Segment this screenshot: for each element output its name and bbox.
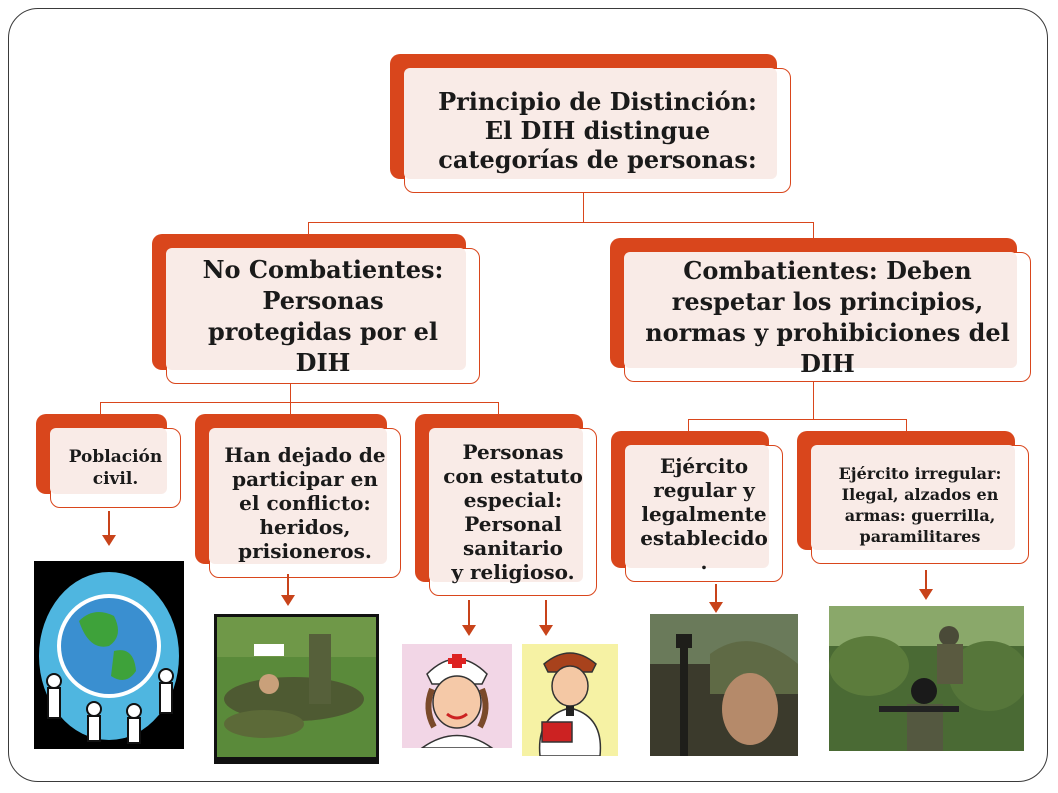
arrow-nurse (468, 600, 470, 634)
connector-irregular (906, 419, 907, 431)
connector-right-down (813, 222, 814, 238)
connector-right-child-bar (688, 419, 906, 420)
arrow-regular (715, 584, 717, 611)
dejado-line-4: heridos, (259, 515, 351, 539)
root-line-2: El DIH distingue (484, 116, 711, 145)
no-combatientes-line-4: DIH (295, 348, 351, 377)
node-principio-distincion (390, 54, 791, 193)
poblacion-line-2: civil. (92, 469, 139, 489)
connector-left-child-stem (290, 384, 291, 402)
node-han-dejado (195, 414, 401, 578)
estatuto-line-6: y religioso. (451, 560, 575, 584)
estatuto-line-3: especial: (463, 488, 563, 512)
no-combatientes-line-1: No Combatientes: (202, 255, 444, 284)
node-ejercito-irregular (797, 431, 1029, 564)
arrow-poblacion (108, 511, 110, 544)
soldier-helmet-image (650, 614, 798, 756)
arrow-dejado (287, 574, 289, 604)
root-line-3: categorías de personas: (438, 145, 757, 174)
dejado-line-2: participar en (232, 467, 378, 491)
node-poblacion-civil (36, 414, 181, 508)
regular-line-2: regular y (653, 477, 755, 502)
connector-right-child-stem (813, 382, 814, 419)
node-combatientes (610, 238, 1031, 382)
combatientes-line-2: respetar los principios, (671, 287, 984, 316)
connector-left-child-bar (100, 402, 498, 403)
irregular-line-2: Ilegal, alzados en (841, 484, 999, 504)
connector-dejado (290, 402, 291, 414)
irregular-line-4: paramilitares (859, 526, 981, 546)
no-combatientes-line-3: protegidas por el (207, 317, 439, 346)
guerrilla-image (829, 606, 1024, 751)
estatuto-line-1: Personas (462, 440, 564, 464)
nurse-image (402, 644, 512, 748)
dejado-line-3: el conflicto: (239, 491, 371, 515)
wounded-soldiers-image (214, 614, 379, 764)
arrow-priest (545, 600, 547, 634)
poblacion-line-1: Población (68, 447, 163, 467)
connector-estatuto (498, 402, 499, 414)
estatuto-line-5: sanitario (462, 536, 564, 560)
no-combatientes-line-2: Personas (262, 286, 384, 315)
arrow-irregular (925, 570, 927, 598)
node-no-combatientes (152, 234, 480, 384)
connector-left-down (308, 222, 309, 234)
dejado-line-1: Han dejado de (224, 443, 386, 467)
regular-line-4: establecido (640, 525, 768, 550)
combatientes-line-1: Combatientes: Deben (683, 256, 972, 285)
irregular-line-1: Ejército irregular: (838, 463, 1002, 483)
node-estatuto-especial (415, 414, 597, 596)
connector-level1-bar (308, 222, 813, 223)
estatuto-line-2: con estatuto (443, 464, 583, 488)
priest-image (522, 644, 618, 756)
regular-line-3: legalmente (641, 501, 767, 526)
regular-line-1: Ejército (659, 453, 749, 478)
connector-regular (688, 419, 689, 431)
combatientes-line-3: normas y prohibiciones del (645, 318, 1010, 347)
node-ejercito-regular (611, 431, 783, 582)
regular-line-5: . (700, 549, 708, 574)
estatuto-line-4: Personal (464, 512, 562, 536)
connector-poblacion (100, 402, 101, 414)
root-line-1: Principio de Distinción: (438, 87, 757, 116)
irregular-line-3: armas: guerrilla, (844, 505, 996, 525)
connector-root-down (583, 192, 584, 222)
dejado-line-5: prisioneros. (238, 539, 372, 563)
combatientes-line-4: DIH (800, 349, 855, 378)
globe-children-image (34, 561, 184, 749)
